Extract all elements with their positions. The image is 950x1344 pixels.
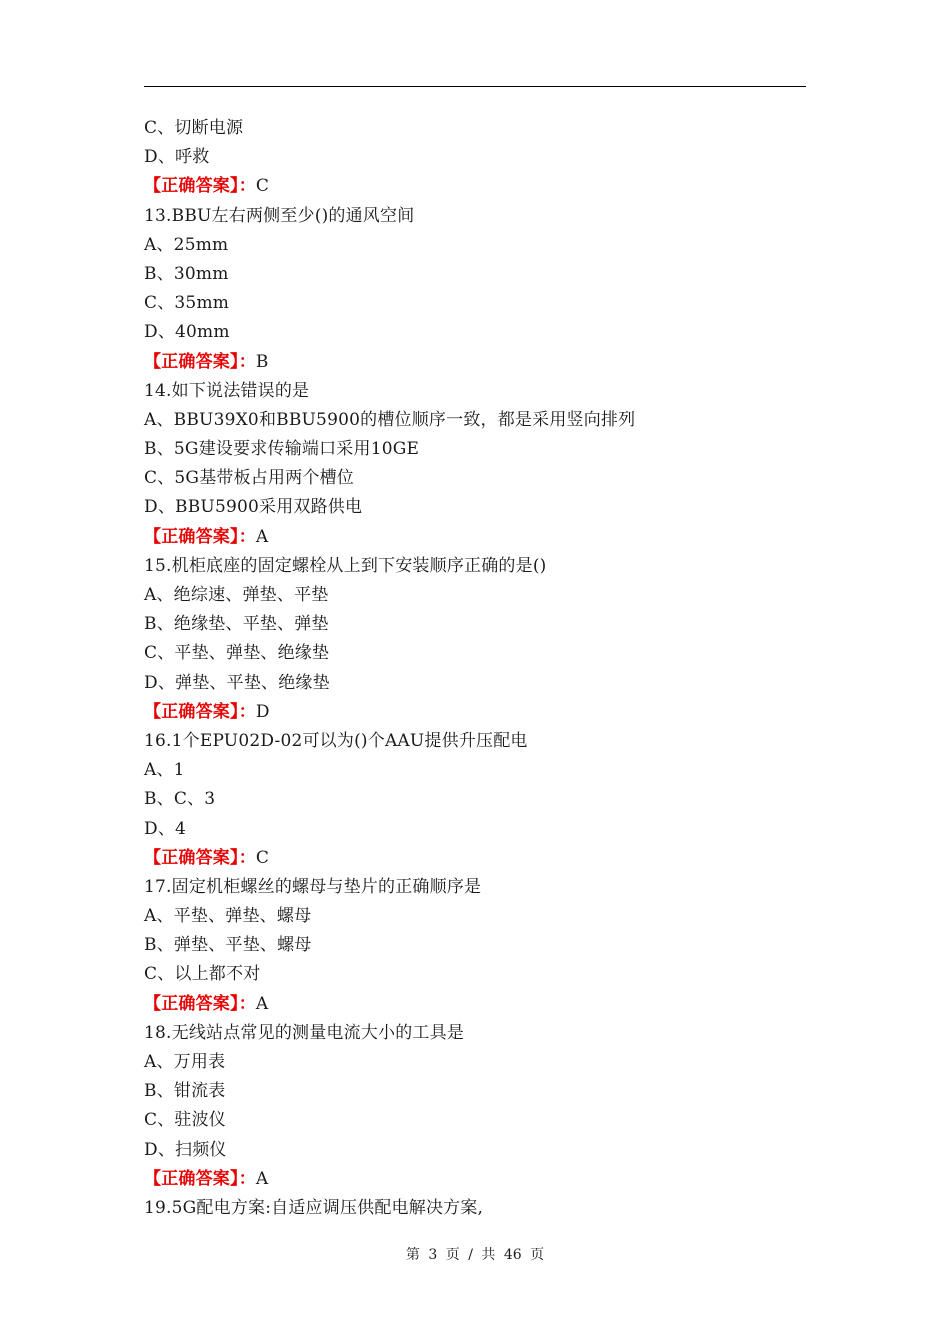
question-line: 18.无线站点常见的测量电流大小的工具是: [144, 1022, 465, 1043]
answer-value: A: [255, 526, 269, 547]
option-line: D、弹垫、平垫、绝缘垫: [144, 672, 330, 693]
option-line: D、4: [144, 818, 187, 839]
option-line: D、扫频仪: [144, 1139, 227, 1160]
option-line: A、绝综速、弹垫、平垫: [144, 585, 329, 605]
answer-label: 【正确答案】：: [144, 176, 256, 197]
question-line: 13.BBU左右两侧至少()的通风空间: [144, 205, 415, 226]
answer-line: [144, 348, 806, 377]
question-line: 14.如下说法错误的是: [144, 380, 310, 401]
answer-label: 【正确答案】：: [144, 351, 256, 372]
answer-line: [144, 523, 806, 552]
footer-total-suffix: 页: [530, 1247, 545, 1263]
page-footer: [0, 1244, 950, 1264]
option-line: D、呼救: [144, 147, 210, 168]
answer-label: 【正确答案】：: [144, 526, 256, 547]
answer-value: C: [255, 847, 270, 868]
question-line: 17.固定机柜螺丝的螺母与垫片的正确顺序是: [144, 876, 482, 897]
question-line: 19.5G配电方案:自适应调压供配电解决方案,: [144, 1197, 484, 1218]
option-line: A、25mm: [144, 234, 229, 255]
option-line: C、切断电源: [144, 118, 244, 138]
option-line: A、1: [144, 760, 185, 781]
option-line: A、万用表: [144, 1052, 226, 1072]
footer-page-word: 页: [445, 1247, 460, 1263]
option-line: A、BBU39X0和BBU5900的槽位顺序一致，都是采用竖向排列: [144, 409, 636, 430]
option-line: B、弹垫、平垫、螺母: [144, 935, 312, 956]
answer-label: 【正确答案】：: [144, 701, 256, 722]
answer-value: D: [255, 701, 270, 722]
answer-line: [144, 172, 806, 201]
option-line: B、钳流表: [144, 1081, 226, 1102]
answer-value: A: [255, 1168, 269, 1189]
answer-value: A: [255, 993, 269, 1014]
option-line: A、平垫、弹垫、螺母: [144, 906, 312, 927]
option-line: B、5G建设要求传输端口采用10GE: [144, 439, 420, 460]
option-line: C、平垫、弹垫、绝缘垫: [144, 643, 330, 664]
answer-value: B: [255, 351, 269, 372]
answer-line: [144, 1165, 806, 1194]
answer-line: [144, 698, 806, 727]
option-line: C、驻波仪: [144, 1110, 227, 1131]
question-line: 15.机柜底座的固定螺栓从上到下安装顺序正确的是(): [144, 555, 547, 576]
footer-prefix: 第: [405, 1247, 420, 1263]
footer-slash: /: [468, 1247, 473, 1263]
option-line: B、30mm: [144, 263, 229, 284]
footer-total-prefix: 共: [481, 1247, 496, 1263]
answer-line: [144, 844, 806, 873]
answer-label: 【正确答案】：: [144, 847, 256, 868]
answer-line: [144, 990, 806, 1019]
question-line: 16.1个EPU02D-02可以为()个AAU提供升压配电: [144, 730, 528, 751]
option-line: B、绝缘垫、平垫、弹垫: [144, 614, 329, 635]
answer-label: 【正确答案】：: [144, 1168, 256, 1189]
option-line: B、C、3: [144, 789, 216, 810]
answer-label: 【正确答案】：: [144, 993, 256, 1014]
footer-total-pages: 46: [503, 1247, 522, 1263]
header-rule: [144, 86, 806, 87]
option-line: C、以上都不对: [144, 964, 261, 985]
option-line: C、5G基带板占用两个槽位: [144, 468, 355, 489]
footer-current-page: 3: [428, 1247, 438, 1263]
option-line: C、35mm: [144, 293, 230, 314]
answer-value: C: [255, 176, 270, 197]
option-line: D、40mm: [144, 322, 230, 343]
document-body: [144, 114, 806, 1223]
option-line: D、BBU5900采用双路供电: [144, 497, 363, 518]
